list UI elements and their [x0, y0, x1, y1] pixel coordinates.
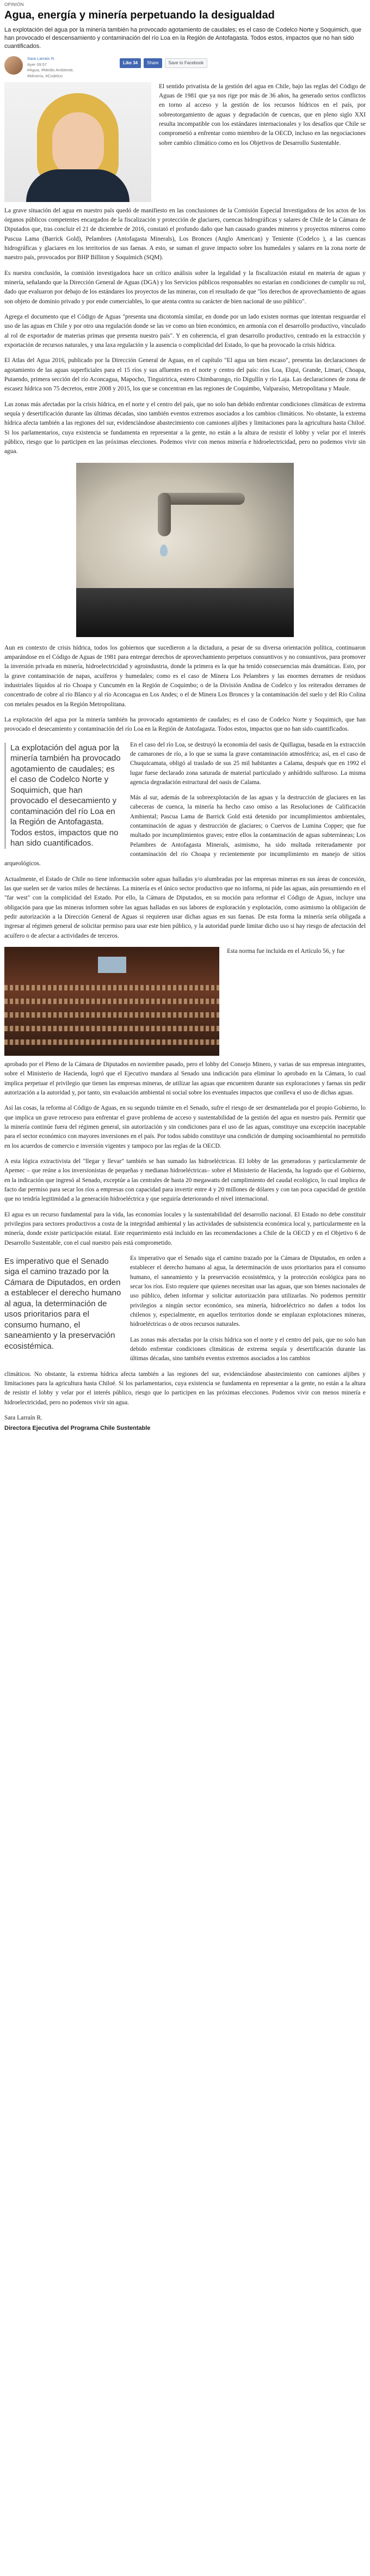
article-title: Agua, energía y minería perpetuando la desigualdad	[4, 9, 275, 22]
tags-line-2[interactable]: #Minería, #Codelco	[27, 74, 63, 79]
seat-row	[4, 1026, 219, 1031]
water-drop	[160, 544, 168, 556]
paragraph-intro-4: Agrega el documento que el Código de Aguas "presenta una dicotomía similar, en donde por un lado existen normas que intentan resguardar el uso de las aguas en Chile y por otro una regulación donde se las ve como un bien económico, en armonía con el desarrollo productivo, vinculado al rol de exportador de materias primas que presenta nuestro país". Y en coherencia, el gran desarrollo productivo, centrado en la extracción y exportación de recursos naturales, y una laxa regulación y la ausencia o complicidad del Estado, lo que ha provocado la crisis hídrica.	[4, 313, 366, 348]
signoff-name: Sara Larraín R.	[4, 1414, 42, 1421]
faucet-basin	[76, 588, 294, 637]
publish-date: Ayer 09:57	[27, 62, 47, 67]
paragraph-intro-6: Las zonas más afectadas por la crisis hídrica, en el norte y el centro del país, que no solo han debido enfrentar condiciones climáticas de extrema sequía y desertificación durante las últimas décadas, sino también eventos extremos asociados a los cambios climáticos. No obstante, la extrema hídrica afecta también a las regiones del sur, evidenciándose abastecimiento con camiones aljibes y limitaciones para la agricultura hasta Chiloé. Si los parlamentarios, cuya existencia se fundamenta en representar a la gente, no están a la altura de resistir el lobby y velar por el interés público, riesgo que lo participen en las próximas elecciones. Podemos vivir con menos minería e hidroelectricidad, pero no podemos vivir sin agua.	[4, 401, 366, 455]
pull-quote-2: Es imperativo que el Senado siga el camino trazado por la Cámara de Diputados, en orden a establecer el derecho humano al agua, la determinación de usos prioritarios para el consumo humano, el saneamiento y la preservación ecosistémica.	[4, 1256, 121, 1351]
seat-row	[4, 999, 219, 1004]
paragraph-intro-5: El Atlas del Agua 2016, publicado por la Dirección General de Aguas, en el capítulo "El agua un bien escaso", presenta las declaraciones de agotamiento de las aguas superficiales para el 15 ríos y sus afluentes en el norte y centro del país: ríos Loa, Elqui, Grande, Limarí, Choapa, Putaendo, primera sección del río Aconcagua, Mapocho, Tinguiririca, estero Chimbarongo, río Digullín y río Laja. Las declaraciones de zona de escasez hídrica son 75 decretos, entre 2008 y 2015, los que se concentran en las regiones de Coquimbo, Valparaíso, Metropolitana y Maule.	[4, 357, 366, 393]
facebook-like-button[interactable]: Like 34	[120, 58, 141, 68]
paragraph-intro-2: La grave situación del agua en nuestro país quedó de manifiesto en las conclusiones de la Comisión Especial Investigadora de los actos de los órganos públicos competentes encargados de la fiscalización y protección de glaciares, cuencas hidrográficas y salares de Chile de la Cámara de Diputados que, tras concluir el 21 de diciembre de 2016, constató el profundo daño que han causado grandes mineros y proyectos mineros como Pascua Lama (Barrick Gold), Pelambres (Antofagasta Minerals), Los Bronces (Anglo American) y Teniente (Codelco ), a las cuencas hidrográficas y glaciares en los territorios de sus faenas. A esto, se suman el grave impacto sobre los humedales y salares en la zona norte de nuestro país, provocados por BHP Billiton y Soquimich (SQM).	[4, 207, 366, 261]
chamber-screen	[98, 957, 126, 973]
paragraph-mid-2: La explotación del agua por la minería también ha provocado agotamiento de caudales; es el caso de Codelco Norte y Soquimich, que han provocado el desecamiento y contaminación del río Loa en la Región de Antofagasta. Todos estos, impactos que no han sido cuantificados.	[4, 716, 366, 733]
byline	[4, 56, 366, 78]
tags-line-1[interactable]: #Agua, #Medio Ambiente,	[27, 68, 74, 73]
seat-row	[4, 1012, 219, 1018]
byline-meta	[27, 56, 82, 80]
chamber-caption: Esta norma fue incluida en el Artículo 56, y fue	[227, 948, 345, 955]
faucet-photo	[76, 463, 294, 637]
author-portrait	[4, 82, 151, 202]
chamber-photo	[4, 947, 219, 1056]
paragraph-chamber-3: A esta lógica extractivista del "llegar y llevar" también se han sumado las hidroeléctricas. El lobby de las generadoras y particularmente de Apemec – que reúne a los inversionistas de pequeñas y medianas hidroeléctricas– sobre el Ministerio de Hacienda, ha logrado que el Gobierno, en la indicación que ingresó al Senado, exceptúe a las centrales de hasta 20 megawatts del cumplimiento del caudal ecológico, lo cual implica de facto dar permiso para secar los ríos a empresas con capacidad para invertir entre 4 y 20 millones de dólares y con tan poca capacidad de gestión que no tendría legitimidad a la generación hidroeléctrica y que seguiría deteriorando el nivel internacional.	[4, 1158, 366, 1203]
seat-row	[4, 985, 219, 990]
faucet-pipe	[158, 493, 245, 505]
paragraph-closing: climáticos. No obstante, la extrema hídrica afecta también a las regiones del sur, evidenciándose abastecimiento con camiones aljibes y limitaciones para la agricultura hasta Chiloé. Si los parlamentarios, cuya existencia se fundamenta en representar a la gente, no están a la altura de resistir el lobby y velar por el interés público, riesgo que lo participen en las próximas elecciones. Podemos vivir con menos minería e hidroelectricidad, pero no podemos vivir sin agua.	[4, 1370, 366, 1406]
paragraph-intro-3: Es nuestra conclusión, la comisión investigadora hace un crítico análisis sobre la legalidad y la fiscalización estatal en materia de aguas y minería, señalando que la Dirección General de Aguas (DGA) y los Servicios públicos responsables no estarían en condiciones de cumplir su rol, dado que evaluaron por debajo de los estándares los proyectos de las mineras, con el resultado de que "los derechos de aprovechamiento de aguas son objeto de dominio privado y por ende comerciables, lo que atenta contra su carácter de bien nacional de uso público".	[4, 270, 366, 305]
facebook-share-button[interactable]: Share	[144, 58, 162, 68]
article-lead: La explotación del agua por la minería también ha provocado agotamiento de caudales; es el caso de Codelco Norte y Soquimich, que han provocado el descensamiento y contaminación del río Loa en la Región de Antofagasta. Todos estos, impactos que no han sido cuantificados.	[4, 27, 362, 50]
author-name[interactable]: Sara Larraín R.	[27, 56, 55, 61]
paragraph-intro-1: El sentido privatista de la gestión del agua en Chile, bajo las reglas del Código de Aguas de 1981 que ya nos rige por más de 36 años, ha generado serios conflictos en torno al acceso y la gestión de los recursos hídricos en el país, por sobreotorgamiento de aguas y degradación de cuencas, que en pleno siglo XXI resulta incompatible con los estándares internacionales y los desafíos que Chile se comprometió a enfrentar como miembro de la OECD, incluso en las negociaciones sobre cambio climático como en los Objetivos de Desarrollo Sustentable.	[159, 83, 366, 146]
seat-row	[4, 1039, 219, 1045]
paragraph-mid-1: Aun en contexto de crisis hídrica, todos los gobiernos que sucedieron a la dictadura, a pesar de su diversa orientación política, continuaron amparándose en el Código de Aguas de 1981 para entregar derechos de aprovechamiento perpetuos consuntivos y no consuntivos, para promover la inversión privada en minería, hidroelectricidad y agroindustria, donde la primera es la que ha tenido consecuencias más dramáticas. Esto, por la grave contaminación de napas, acuíferos y humedales; como es el caso de Minera Los Pelambres y las enormes derrames de residuos industriales líquidos al río Choapa y Cuncumén en la Región de Coquimbo; o de la División Andina de Codelco y los reiterados derrames de concentrado de cobre al río Blanco y al río Aconcagua en Los Andes; o el de Minera Los Bronces y la contaminación del suelo y del Río Colina con metales pesados en la Región Metropolitana.	[4, 644, 366, 708]
paragraph-quote1-1: En el caso del río Loa, se destruyó la economía del oasis de Quillagua, basada en la extracción de camarones de río, a lo que se suma la grave contaminación atmosférica; así, en el caso de Chuquicamata, obligó al traslado de sus 25 mil habitantes a Calama, después que en 1992 el lugar fuese declarado zona saturada de material particulado y anhídrido sulfuroso. La misma agencia degradación estructural del oasis de Calama.	[130, 741, 366, 786]
paragraph-quote2-1: Es imperativo que el Senado siga el camino trazado por la Cámara de Diputados, en orden a establecer el derecho humano al agua, la determinación de usos prioritarios para el consumo humano, el saneamiento y la preservación ecosistémica, y la protección ecológica para no secar los ríos. Esto requiere que quienes necesitan usar las aguas, que son bienes nacionales de uso público, deben informar y solicitar autorización para utilizarlas. No podemos permitir privilegios a ningún sector económico, sea minería, hidroeléctrico no dañen a todos los chilenos y, especialmente, en aquellos territorios donde se emplazan explotaciones mineras, hidroeléctricas o de otros recursos naturales.	[130, 1255, 366, 1328]
paragraph-chamber-4: El agua es un recurso fundamental para la vida, las economías locales y la sustentabilidad del desarrollo nacional. El Estado no debe constituir privilegios para sectores productivos a costa de la integridad ambiental y las actividades de subsistencia económica local y, particularmente en la minería, donde existe participación estatal. Este requerimiento está incluido en las recomendaciones a Chile de la OECD y en el Objetivo 6 de Desarrollo Sustentable, con el cual nuestro país está comprometido.	[4, 1211, 366, 1246]
pull-quote-1: La explotación del agua por la minería también ha provocado agotamiento de caudales; es el caso de Codelco Norte y Soquimich, que han provocado el desecamiento y contaminación del río Loa en la Región de Antofagasta. Todos estos, impactos que no han sido cuantificados.	[4, 743, 121, 849]
paragraph-quote1-2: Más al sur, además de la sobreexplotación de las aguas y la destrucción de glaciares en las cabeceras de cuenca, la minería ha hecho caso omiso a las Resoluciones de Calificación Ambiental; Pascua Lama de Barrick Gold está detenido por incumplimientos ambientales, contaminación de aguas y destrucción de glaciares; o Cuervos de Lumina Copper; que fue multado por incumplimientos graves; entre ellos la contaminación de aguas subterráneas; Los Pelambres de Antofagasta Minerals, asimismo, ha sido multada reiteradamente por contaminación del río Choapa y recientemente por incumplimiento en manejo de sitios arqueológicos.	[4, 794, 366, 867]
facebook-save-button[interactable]: Save to Facebook	[165, 58, 207, 68]
paragraph-quote2-2: Las zonas más afectadas por la crisis hídrica son el norte y el centro del país, que no solo han debido enfrentar condiciones climáticas de extrema sequía y desertificación durante las últimas décadas, sino también eventos extremos asociados a los cambios	[130, 1336, 366, 1362]
paragraph-chamber-1: aprobado por el Pleno de la Cámara de Diputados en noviembre pasado, pero el lobby del Consejo Minero, y varias de sus empresas integrantes, sobre el Ministerio de Hacienda, logró que el Ejecutivo mandara al Senado una indicación para eliminar lo aprobado en la Cámara, lo cual implica perpetuar el privilegio que tienen las empresas mineras, de utilizar las aguas que encuentren durante sus exploraciones y faenas sin pedir autorización a la autoridad y, por tanto, sin evaluación ambiental ni social sobre los eventuales impactos que conlleva el uso de dichas aguas.	[4, 1061, 366, 1097]
paragraph-chamber-2: Así las cosas, la reforma al Código de Aguas, en su segundo trámite en el Senado, sufre el riesgo de ser desmantelada por el propio Gobierno, lo que implica un grave retroceso para enfrentar el grave problema de acceso y sustentabilidad de la gestión del agua en nuestro país. Permitir que la minería continúe fuera del régimen general, sin autorización y sin condiciones para el uso de las aguas, constituye una excepción inaceptable para el sector económico con mayores inversiones en el país. Por todos sabido constituye una condición de dumping socioambiental no permitido en los acuerdos de comercio e inversión vigentes y tampoco por las reglas de la OECD.	[4, 1105, 366, 1149]
social-bar	[120, 58, 207, 68]
faucet-spout	[158, 493, 171, 536]
section-label[interactable]: OPINIÓN	[4, 2, 24, 7]
signoff-role: Directora Ejecutiva del Programa Chile Sustentable	[4, 1425, 151, 1432]
portrait-body	[26, 169, 130, 202]
portrait-face	[52, 112, 104, 178]
author-avatar[interactable]	[4, 56, 23, 75]
paragraph-after-quote1: Actualmente, el Estado de Chile no tiene información sobre aguas halladas y/o alumbradas por las empresas mineras en sus áreas de concesión, las que suelen ser de varios miles de hectáreas. La minería es el único sector productivo que no informa, ni pide las aguas, aún presumiendo en el "far west" con la complicidad del Estado. Por ello, la Cámara de Diputados, en su moción para reformar el Código de Aguas, incluye una obligación para que las mineras informen sobre las aguas halladas en sus labores de exploración y explotación, como asimismo la obligación de pedir autorización a la Dirección General de Aguas si requieren usar dichas aguas en sus faenas. De esta forma la minería sería obligada a ingresar al régimen general de solicitar permiso para usar este bien público, y la autoridad puede limitar dicho uso si hay riesgo de afectación del acuífero o de afectar a actividades de terceros.	[4, 876, 366, 939]
